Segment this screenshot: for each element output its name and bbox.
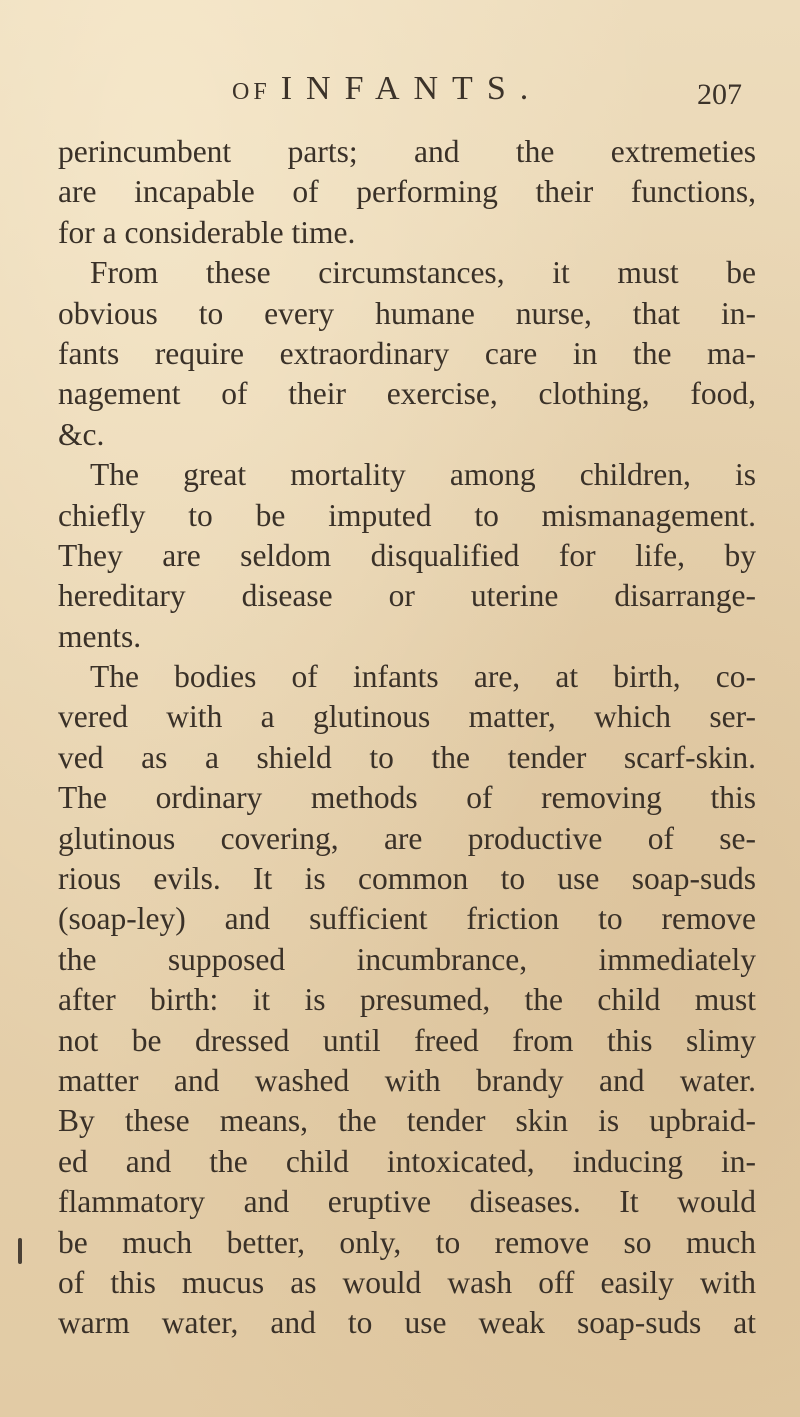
text-line: vered with a glutinous matter, which ser- [58,699,756,735]
running-head-title [232,70,542,108]
text-line: of this mucus as would wash off easily with [58,1264,756,1300]
text-line: perincumbent parts; and the extremeties [58,134,756,169]
text-line: &c. [58,416,105,452]
page-number: 207 [697,78,742,111]
text-line: be much better, only, to remove so much [58,1224,756,1260]
margin-pencil-mark [18,1238,22,1264]
text-line: They are seldom disqualified for life, by [58,537,756,573]
running-head-main: INFANTS. [280,70,543,107]
text-line: flammatory and eruptive diseases. It would [58,1184,756,1220]
text-line: not be dressed until freed from this slimy [58,1022,756,1058]
running-head-prefix: OF [232,79,271,105]
text-line: chiefly to be imputed to mismanagement. [58,497,756,533]
text-line: ed and the child intoxicated, inducing in- [58,1143,756,1179]
text-line: for a considerable time. [58,214,356,250]
text-line: obvious to every humane nurse, that in- [58,295,756,331]
running-head [0,70,800,130]
text-line: nagement of their exercise, clothing, food, [58,376,756,412]
paragraph-start-line: The bodies of infants are, at birth, co- [90,659,756,695]
text-line: matter and washed with brandy and water. [58,1062,756,1098]
text-line: hereditary disease or uterine disarrange- [58,578,756,614]
text-line: warm water, and to use weak soap-suds at [58,1305,756,1341]
paragraph-start-line: The great mortality among children, is [90,457,756,493]
text-line: rious evils. It is common to use soap-suds [58,861,756,897]
text-line: ved as a shield to the tender scarf-skin. [58,739,756,775]
text-line: after birth: it is presumed, the child must [58,982,756,1018]
text-line: By these means, the tender skin is upbraid- [58,1103,756,1139]
text-line: fants require extraordinary care in the ma- [58,335,756,371]
text-line: glutinous covering, are productive of se- [58,820,756,856]
text-line: ments. [58,618,142,654]
text-line: (soap-ley) and sufficient friction to remove [58,901,756,937]
body-text [58,132,756,1344]
text-line: are incapable of performing their functions, [58,174,756,210]
paragraph-start-line: From these circumstances, it must be [90,255,756,291]
text-line: the supposed incumbrance, immediately [58,941,756,977]
text-line: The ordinary methods of removing this [58,780,756,816]
